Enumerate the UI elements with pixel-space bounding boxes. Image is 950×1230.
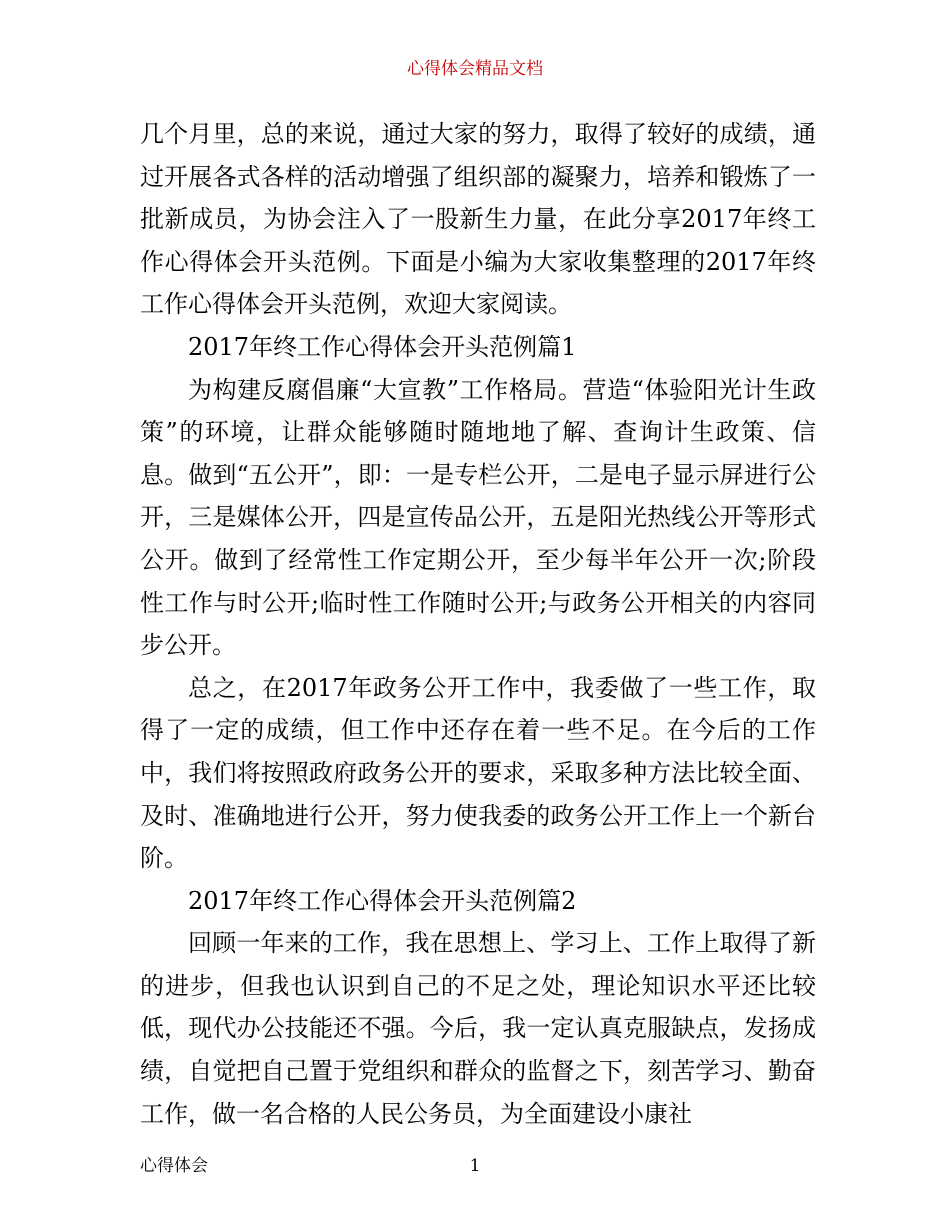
paragraph-section-2-a: 回顾一年来的工作，我在思想上、学习上、工作上取得了新的进步，但我也认识到自己的不足之处，理论知识水平还比较低，现代办公技能还不强。今后，我一定认真克服缺点，发扬成绩，自觉把自己置于党组织和群众的监督之下，刻苦学习、勤奋工作，做一名合格的人民公务员，为全面建设小康社 — [140, 929, 816, 1128]
footer-label: 心得体会 — [140, 1156, 208, 1176]
paragraph-section-1-a: 为构建反腐倡廉“大宣教”工作格局。营造“体验阳光计生政策”的环境，让群众能够随时随地地了解、查询计生政策、信息。做到“五公开”，即：一是专栏公开，二是电子显示屏进行公开，三是媒体公开，四是宣传品公开，五是阳光热线公开等形式公开。做到了经常性工作定期公开，至少每半年公开一次;阶段性工作与时公开;临时性工作随时公开;与政务公开相关的内容同步公开。 — [140, 375, 816, 660]
document-body — [140, 113, 816, 1135]
page-number: 1 — [469, 1156, 481, 1176]
paragraph-section-1-b: 总之，在2017年政务公开工作中，我委做了一些工作，取得了一定的成绩，但工作中还存在着一些不足。在今后的工作中，我们将按照政府政务公开的要求，采取多种方法比较全面、及时、准确地进行公开，努力使我委的政务公开工作上一个新台阶。 — [140, 673, 816, 873]
section-heading-2: 2017年终工作心得体会开头范例篇2 — [188, 886, 577, 915]
section-heading-1: 2017年终工作心得体会开头范例篇1 — [188, 332, 577, 361]
paragraph-intro: 几个月里，总的来说，通过大家的努力，取得了较好的成绩，通过开展各式各样的活动增强了组织部的凝聚力，培养和锻炼了一批新成员，为协会注入了一股新生力量，在此分享2017年终工作心得体会开头范例。下面是小编为大家收集整理的2017年终工作心得体会开头范例，欢迎大家阅读。 — [140, 120, 816, 319]
page-header-title: 心得体会精品文档 — [407, 59, 543, 79]
